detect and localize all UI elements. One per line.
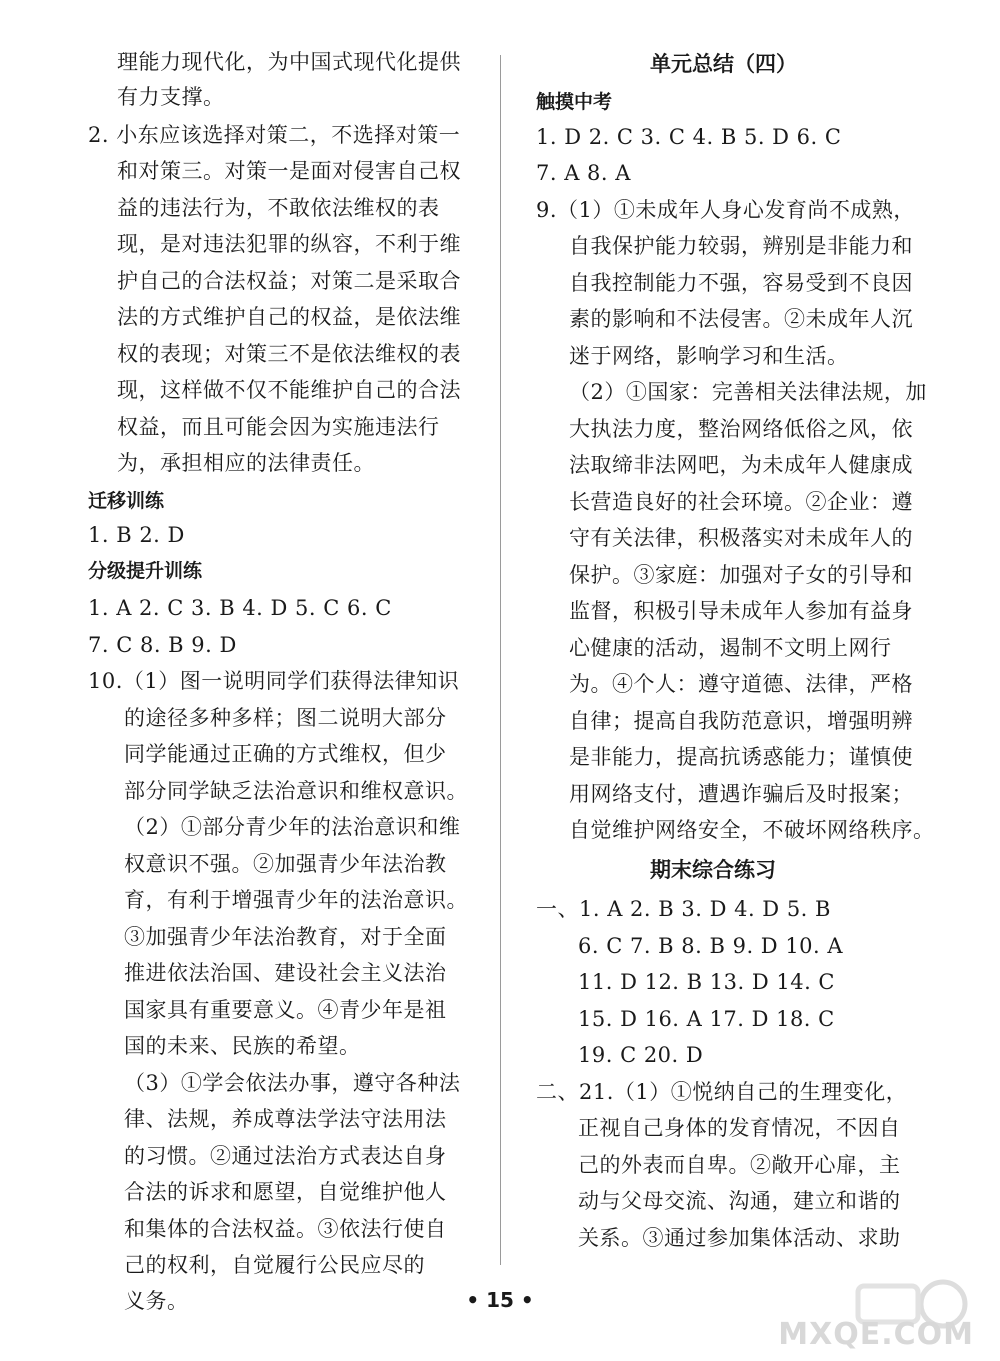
text-line: 2. 小东应该选择对策二，不选择对策一: [88, 123, 461, 147]
text-line: 9.（1）①未成年人身心发育尚不成熟，: [536, 198, 915, 222]
text-line: 守有关法律，积极落实对未成年人的: [569, 526, 913, 550]
text-line: 自觉维护网络安全，不破坏网络秩序。: [569, 818, 935, 842]
text-line: 动与父母交流、沟通，建立和谐的: [578, 1189, 901, 1213]
text-line: （2）①部分青少年的法治意识和维: [124, 815, 461, 839]
text-line: 法的方式维护自己的权益，是依法维: [117, 305, 461, 329]
text-line: 权的表现；对策三不是依法维权的表: [117, 342, 461, 366]
answer-line: 7. C 8. B 9. D: [88, 633, 237, 657]
text-line: 素的影响和不法侵害。②未成年人沉: [569, 307, 913, 331]
answer-line: 1. A 2. C 3. B 4. D 5. C 6. C: [88, 596, 392, 620]
text-line: 法取缔非法网吧，为未成年人健康成: [569, 453, 913, 477]
text-line: 部分同学缺乏法治意识和维权意识。: [124, 779, 468, 803]
text-line: 现，是对违法犯罪的纵容，不利于维: [117, 232, 461, 256]
section-heading-transfer: 迁移训练: [88, 490, 165, 512]
text-line: 的习惯。②通过法治方式表达自身: [124, 1144, 447, 1168]
answer-line: 1. B 2. D: [88, 523, 185, 547]
text-line: 现，这样做不仅不能维护自己的合法: [117, 378, 461, 402]
text-line: 为。④个人：遵守道德、法律，严格: [569, 672, 913, 696]
text-line: 10.（1）图一说明同学们获得法律知识: [88, 669, 460, 693]
column-divider: [500, 55, 501, 1265]
text-line: 和集体的合法权益。③依法行使自: [124, 1217, 447, 1241]
text-line: 用网络支付，遭遇诈骗后及时报案；: [569, 782, 913, 806]
section-heading-graded: 分级提升训练: [88, 560, 203, 582]
text-line: 关系。③通过参加集体活动、求助: [578, 1226, 901, 1250]
text-line: 大执法力度，整治网络低俗之风，依: [569, 417, 913, 441]
text-line: 二、21.（1）①悦纳自己的生理变化，: [536, 1080, 908, 1104]
text-line: 己的权利，自觉履行公民应尽的: [124, 1253, 425, 1277]
answer-line: 一、1. A 2. B 3. D 4. D 5. B: [536, 897, 831, 921]
text-line: 正视自己身体的发育情况，不因自: [578, 1116, 901, 1140]
text-line: 的途径多种多样；图二说明大部分: [124, 706, 447, 730]
text-line: 迷于网络，影响学习和生活。: [569, 344, 849, 368]
text-line: 理能力现代化，为中国式现代化提供: [117, 50, 461, 74]
text-line: 自我控制能力不强，容易受到不良因: [569, 271, 913, 295]
text-line: 益的违法行为，不敢依法维权的表: [117, 196, 440, 220]
answer-line: 19. C 20. D: [578, 1043, 704, 1067]
text-line: 律、法规，养成尊法学法守法用法: [124, 1107, 447, 1131]
answer-line: 7. A 8. A: [536, 161, 631, 185]
text-line: 为，承担相应的法律责任。: [117, 451, 375, 475]
page-number: • 15 •: [466, 1288, 534, 1312]
unit-summary-title: 单元总结（四）: [650, 52, 797, 76]
text-line: 同学能通过正确的方式维权，但少: [124, 742, 447, 766]
text-line: 权意识不强。②加强青少年法治教: [124, 852, 447, 876]
text-line: （2）①国家：完善相关法律法规，加: [569, 380, 927, 404]
text-line: 推进依法治国、建设社会主义法治: [124, 961, 447, 985]
text-line: 自律；提高自我防范意识，增强明辨: [569, 709, 913, 733]
text-line: 保护。③家庭：加强对子女的引导和: [569, 563, 913, 587]
text-line: 护自己的合法权益；对策二是采取合: [117, 269, 461, 293]
text-line: 自我保护能力较弱，辨别是非能力和: [569, 234, 913, 258]
watermark-text: MXQE.COM: [778, 1317, 974, 1352]
text-line: 己的外表而自卑。②敞开心扉，主: [578, 1153, 901, 1177]
answer-line: 1. D 2. C 3. C 4. B 5. D 6. C: [536, 125, 842, 149]
watermark: [738, 1276, 978, 1356]
text-line: 监督，积极引导未成年人参加有益身: [569, 599, 913, 623]
text-line: 国的未来、民族的希望。: [124, 1034, 361, 1058]
text-line: （3）①学会依法办事，遵守各种法: [124, 1071, 461, 1095]
text-line: ③加强青少年法治教育，对于全面: [124, 925, 447, 949]
text-line: 合法的诉求和愿望，自觉维护他人: [124, 1180, 447, 1204]
answer-line: 6. C 7. B 8. B 9. D 10. A: [578, 934, 844, 958]
text-line: 义务。: [124, 1289, 189, 1313]
answer-line: 15. D 16. A 17. D 18. C: [578, 1007, 835, 1031]
text-line: 权益，而且可能会因为实施违法行: [117, 415, 440, 439]
final-exercise-title: 期末综合练习: [650, 858, 776, 882]
text-line: 长营造良好的社会环境。②企业：遵: [569, 490, 913, 514]
text-line: 国家具有重要意义。④青少年是祖: [124, 998, 447, 1022]
text-line: 和对策三。对策一是面对侵害自己权: [117, 159, 461, 183]
text-line: 心健康的活动，遏制不文明上网行: [569, 636, 892, 660]
section-heading-exam: 触摸中考: [536, 91, 613, 113]
text-line: 有力支撑。: [117, 85, 225, 109]
text-line: 是非能力，提高抗诱惑能力；谨慎使: [569, 745, 913, 769]
answer-line: 11. D 12. B 13. D 14. C: [578, 970, 835, 994]
text-line: 育，有利于增强青少年的法治意识。: [124, 888, 468, 912]
